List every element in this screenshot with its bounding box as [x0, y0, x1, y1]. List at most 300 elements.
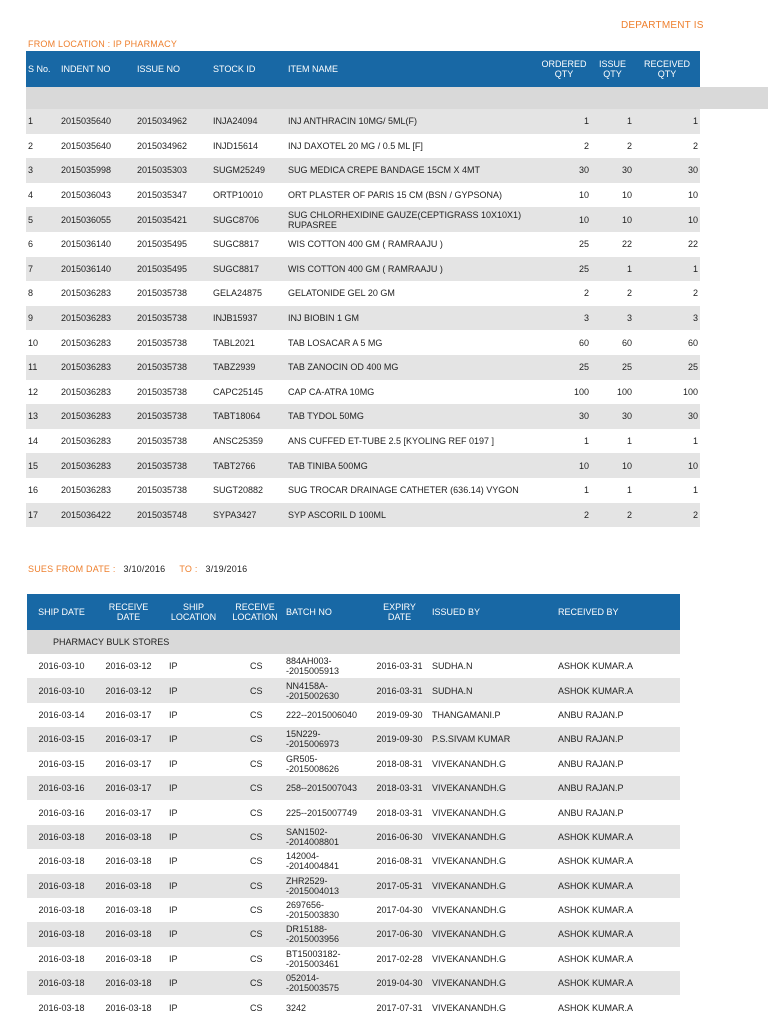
cell-received-qty: 1	[634, 109, 700, 134]
shipment-table-row	[27, 971, 680, 995]
cell-item-name: SUG TROCAR DRAINAGE CATHETER (636.14) VYGON	[286, 478, 525, 503]
cell-item-name: CAP CA-ATRA 10MG	[286, 380, 525, 405]
cell-issue-qty: 2	[591, 134, 634, 159]
cell-item-name: SUG CHLORHEXIDINE GAUZE(CEPTIGRASS 10X10X1) RUPASREE	[286, 207, 525, 232]
cell-expiry-date: 2018-03-31	[369, 776, 430, 800]
cell-ordered-qty: 1	[525, 109, 591, 134]
shipment-table-row	[27, 947, 680, 971]
shipment-table-row	[27, 825, 680, 849]
cell-issue-no: 2015035495	[135, 232, 211, 257]
cell-received-qty: 1	[634, 478, 700, 503]
indent-table-row	[26, 257, 700, 282]
cell-receive-location: CS	[226, 922, 284, 946]
cell-issue-no: 2015035421	[135, 207, 211, 232]
cell-ship-location: IP	[161, 752, 226, 776]
cell-issued-by: VIVEKANANDH.G	[430, 922, 556, 946]
col-header-expiry-date	[369, 594, 430, 630]
cell-item-name: GELATONIDE GEL 20 GM	[286, 281, 525, 306]
cell-receive-location: CS	[226, 654, 284, 678]
shipment-table-header	[27, 594, 680, 630]
col-header-expiry-date-text: EXPIRY DATE	[383, 602, 416, 622]
cell-received-by: ASHOK KUMAR.A	[556, 898, 680, 922]
cell-issue-qty: 2	[591, 281, 634, 306]
indent-table-row	[26, 355, 700, 380]
cell-expiry-date: 2017-06-30	[369, 922, 430, 946]
indent-table-row	[26, 158, 700, 183]
cell-received-by: ASHOK KUMAR.A	[556, 874, 680, 898]
col-header-issue-qty-text: ISSUE QTY	[598, 59, 626, 79]
cell-s-no: 1	[26, 109, 59, 134]
indent-table-spacer	[26, 87, 700, 109]
cell-batch-no: 884AH003--2015005913	[284, 654, 369, 678]
shipment-table-row	[27, 898, 680, 922]
cell-received-by: ANBU RAJAN.P	[556, 703, 680, 727]
cell-s-no: 11	[26, 355, 59, 380]
cell-stock-id: INJA24094	[211, 109, 286, 134]
cell-batch-no: 3242	[284, 995, 369, 1019]
shipment-table-row	[27, 995, 680, 1019]
cell-stock-id: TABT18064	[211, 404, 286, 429]
cell-item-name: TAB TYDOL 50MG	[286, 404, 525, 429]
cell-receive-date: 2016-03-18	[96, 849, 161, 873]
cell-indent-no: 2015036283	[59, 281, 135, 306]
col-header-ordered-qty	[525, 51, 591, 87]
cell-item-name: TAB TINIBA 500MG	[286, 453, 525, 478]
indent-table-header	[26, 51, 700, 87]
cell-stock-id: SYPA3427	[211, 503, 286, 528]
shipment-table-row	[27, 727, 680, 751]
cell-received-by: ANBU RAJAN.P	[556, 752, 680, 776]
cell-ship-date: 2016-03-18	[27, 922, 96, 946]
cell-issue-qty: 10	[591, 183, 634, 208]
cell-receive-date: 2016-03-17	[96, 727, 161, 751]
indent-table-row	[26, 380, 700, 405]
issues-date-range	[28, 564, 247, 574]
cell-ship-date: 2016-03-16	[27, 776, 96, 800]
cell-received-by: ASHOK KUMAR.A	[556, 825, 680, 849]
cell-ordered-qty: 10	[525, 453, 591, 478]
cell-received-by: ASHOK KUMAR.A	[556, 995, 680, 1019]
cell-ship-date: 2016-03-10	[27, 654, 96, 678]
cell-ordered-qty: 30	[525, 158, 591, 183]
cell-received-qty: 30	[634, 158, 700, 183]
col-header-issue-no: ISSUE NO	[135, 51, 211, 87]
cell-indent-no: 2015036283	[59, 429, 135, 454]
indent-table-row	[26, 404, 700, 429]
cell-receive-date: 2016-03-18	[96, 874, 161, 898]
cell-expiry-date: 2018-03-31	[369, 800, 430, 824]
cell-batch-no: 15N229--2015006973	[284, 727, 369, 751]
cell-batch-no: 222--2015006040	[284, 703, 369, 727]
cell-issued-by: VIVEKANANDH.G	[430, 971, 556, 995]
cell-receive-location: CS	[226, 825, 284, 849]
cell-received-qty: 2	[634, 134, 700, 159]
col-header-receive-location-text: RECEIVE LOCATION	[232, 602, 278, 622]
cell-ordered-qty: 60	[525, 330, 591, 355]
cell-item-name: WIS COTTON 400 GM ( RAMRAAJU )	[286, 232, 525, 257]
cell-ship-date: 2016-03-15	[27, 752, 96, 776]
cell-stock-id: SUGC8817	[211, 232, 286, 257]
cell-ship-location: IP	[161, 922, 226, 946]
shipment-table-row	[27, 874, 680, 898]
col-header-receive-date-text: RECEIVE DATE	[108, 602, 149, 622]
cell-ship-date: 2016-03-18	[27, 825, 96, 849]
cell-batch-no: ZHR2529--2015004013	[284, 874, 369, 898]
cell-issue-qty: 1	[591, 478, 634, 503]
indent-table-row	[26, 232, 700, 257]
cell-receive-location: CS	[226, 947, 284, 971]
cell-expiry-date: 2016-03-31	[369, 678, 430, 702]
col-header-issued-by: ISSUED BY	[430, 594, 556, 630]
cell-issued-by: VIVEKANANDH.G	[430, 995, 556, 1019]
col-header-receive-date	[96, 594, 161, 630]
cell-receive-location: CS	[226, 703, 284, 727]
cell-issue-qty: 1	[591, 257, 634, 282]
cell-ship-location: IP	[161, 703, 226, 727]
cell-received-by: ASHOK KUMAR.A	[556, 971, 680, 995]
cell-item-name: ORT PLASTER OF PARIS 15 CM (BSN / GYPSONA)	[286, 183, 525, 208]
cell-ship-date: 2016-03-18	[27, 995, 96, 1019]
indent-table	[26, 51, 700, 527]
cell-item-name: INJ ANTHRACIN 10MG/ 5ML(F)	[286, 109, 525, 134]
cell-issue-no: 2015034962	[135, 134, 211, 159]
cell-stock-id: INJB15937	[211, 306, 286, 331]
cell-expiry-date: 2017-07-31	[369, 995, 430, 1019]
indent-table-row	[26, 281, 700, 306]
cell-batch-no: BT15003182--2015003461	[284, 947, 369, 971]
cell-issue-qty: 1	[591, 429, 634, 454]
cell-issue-no: 2015035347	[135, 183, 211, 208]
col-header-received-qty-text: RECEIVED QTY	[643, 59, 690, 79]
cell-expiry-date: 2017-04-30	[369, 898, 430, 922]
cell-item-name: SUG MEDICA CREPE BANDAGE 15CM X 4MT	[286, 158, 525, 183]
cell-expiry-date: 2019-09-30	[369, 703, 430, 727]
cell-issue-no: 2015035738	[135, 404, 211, 429]
cell-receive-date: 2016-03-17	[96, 752, 161, 776]
indent-table-row	[26, 429, 700, 454]
indent-table-row	[26, 109, 700, 134]
indent-table-row	[26, 330, 700, 355]
cell-stock-id: GELA24875	[211, 281, 286, 306]
cell-expiry-date: 2019-04-30	[369, 971, 430, 995]
cell-expiry-date: 2019-09-30	[369, 727, 430, 751]
cell-expiry-date: 2017-05-31	[369, 874, 430, 898]
cell-indent-no: 2015036283	[59, 380, 135, 405]
cell-issue-qty: 3	[591, 306, 634, 331]
cell-ship-date: 2016-03-15	[27, 727, 96, 751]
cell-item-name: TAB LOSACAR A 5 MG	[286, 330, 525, 355]
cell-receive-date: 2016-03-18	[96, 922, 161, 946]
cell-receive-date: 2016-03-17	[96, 776, 161, 800]
cell-issue-no: 2015035738	[135, 306, 211, 331]
cell-receive-date: 2016-03-18	[96, 825, 161, 849]
col-header-ordered-qty-text: ORDERED QTY	[541, 59, 587, 79]
issues-from-label: SUES FROM DATE :	[28, 564, 116, 574]
cell-received-by: ANBU RAJAN.P	[556, 800, 680, 824]
cell-issued-by: VIVEKANANDH.G	[430, 800, 556, 824]
cell-s-no: 5	[26, 207, 59, 232]
cell-ship-location: IP	[161, 800, 226, 824]
cell-receive-location: CS	[226, 898, 284, 922]
cell-indent-no: 2015035640	[59, 134, 135, 159]
cell-issue-qty: 10	[591, 453, 634, 478]
indent-table-row	[26, 183, 700, 208]
cell-indent-no: 2015036043	[59, 183, 135, 208]
cell-indent-no: 2015036283	[59, 306, 135, 331]
cell-ordered-qty: 2	[525, 503, 591, 528]
cell-received-qty: 10	[634, 453, 700, 478]
cell-stock-id: TABT2766	[211, 453, 286, 478]
cell-indent-no: 2015036283	[59, 453, 135, 478]
col-header-ship-location	[161, 594, 226, 630]
cell-received-qty: 60	[634, 330, 700, 355]
cell-receive-location: CS	[226, 874, 284, 898]
cell-indent-no: 2015036055	[59, 207, 135, 232]
cell-ordered-qty: 10	[525, 183, 591, 208]
cell-stock-id: CAPC25145	[211, 380, 286, 405]
issues-from-value: 3/10/2016	[123, 564, 166, 574]
cell-batch-no: 142004--2014004841	[284, 849, 369, 873]
col-header-batch-no: BATCH NO	[284, 594, 369, 630]
cell-s-no: 12	[26, 380, 59, 405]
cell-issued-by: VIVEKANANDH.G	[430, 874, 556, 898]
cell-issue-qty: 25	[591, 355, 634, 380]
cell-item-name: TAB ZANOCIN OD 400 MG	[286, 355, 525, 380]
cell-ship-date: 2016-03-18	[27, 947, 96, 971]
cell-batch-no: SAN1502--2014008801	[284, 825, 369, 849]
cell-receive-location: CS	[226, 678, 284, 702]
cell-issued-by: SUDHA.N	[430, 678, 556, 702]
cell-issue-qty: 60	[591, 330, 634, 355]
cell-batch-no: DR15188--2015003956	[284, 922, 369, 946]
cell-received-qty: 22	[634, 232, 700, 257]
cell-stock-id: SUGM25249	[211, 158, 286, 183]
shipment-table-row	[27, 800, 680, 824]
cell-received-qty: 10	[634, 207, 700, 232]
group-row-pharmacy-bulk-stores	[27, 630, 680, 654]
cell-s-no: 13	[26, 404, 59, 429]
indent-table-row	[26, 306, 700, 331]
cell-ship-location: IP	[161, 874, 226, 898]
cell-received-qty: 1	[634, 257, 700, 282]
cell-ship-date: 2016-03-18	[27, 874, 96, 898]
shipment-table-row	[27, 849, 680, 873]
indent-table-row	[26, 134, 700, 159]
cell-issue-qty: 10	[591, 207, 634, 232]
cell-issued-by: THANGAMANI.P	[430, 703, 556, 727]
cell-receive-location: CS	[226, 971, 284, 995]
cell-receive-date: 2016-03-12	[96, 678, 161, 702]
cell-receive-location: CS	[226, 752, 284, 776]
shipment-table-row	[27, 776, 680, 800]
cell-stock-id: TABL2021	[211, 330, 286, 355]
cell-issue-qty: 2	[591, 503, 634, 528]
cell-batch-no: 258--2015007043	[284, 776, 369, 800]
from-location-label: FROM LOCATION : IP PHARMACY	[28, 39, 178, 49]
cell-ordered-qty: 10	[525, 207, 591, 232]
cell-indent-no: 2015036283	[59, 330, 135, 355]
cell-issue-no: 2015035738	[135, 453, 211, 478]
cell-issue-qty: 30	[591, 404, 634, 429]
cell-s-no: 10	[26, 330, 59, 355]
col-header-s-no: S No.	[26, 51, 59, 87]
cell-s-no: 6	[26, 232, 59, 257]
cell-received-by: ANBU RAJAN.P	[556, 727, 680, 751]
cell-item-name: INJ DAXOTEL 20 MG / 0.5 ML [F]	[286, 134, 525, 159]
cell-s-no: 2	[26, 134, 59, 159]
cell-issued-by: VIVEKANANDH.G	[430, 947, 556, 971]
col-header-issue-qty	[591, 51, 634, 87]
cell-receive-date: 2016-03-18	[96, 995, 161, 1019]
cell-issue-qty: 22	[591, 232, 634, 257]
cell-received-by: ASHOK KUMAR.A	[556, 678, 680, 702]
issues-to-label: TO :	[179, 564, 198, 574]
cell-ship-location: IP	[161, 947, 226, 971]
cell-s-no: 7	[26, 257, 59, 282]
cell-indent-no: 2015035640	[59, 109, 135, 134]
cell-s-no: 14	[26, 429, 59, 454]
cell-received-qty: 10	[634, 183, 700, 208]
cell-s-no: 4	[26, 183, 59, 208]
cell-expiry-date: 2016-06-30	[369, 825, 430, 849]
cell-batch-no: GR505--2015008626	[284, 752, 369, 776]
cell-indent-no: 2015036283	[59, 355, 135, 380]
gray-band-extension	[700, 87, 768, 109]
col-header-item-name: ITEM NAME	[286, 51, 525, 87]
cell-ship-date: 2016-03-14	[27, 703, 96, 727]
shipment-table-row	[27, 703, 680, 727]
cell-issue-qty: 1	[591, 109, 634, 134]
cell-item-name: INJ BIOBIN 1 GM	[286, 306, 525, 331]
cell-receive-location: CS	[226, 727, 284, 751]
cell-received-qty: 3	[634, 306, 700, 331]
cell-item-name: SYP ASCORIL D 100ML	[286, 503, 525, 528]
cell-indent-no: 2015036140	[59, 257, 135, 282]
indent-table-row	[26, 453, 700, 478]
cell-ship-location: IP	[161, 825, 226, 849]
cell-stock-id: TABZ2939	[211, 355, 286, 380]
cell-ordered-qty: 25	[525, 257, 591, 282]
cell-received-by: ANBU RAJAN.P	[556, 776, 680, 800]
col-header-receive-location	[226, 594, 284, 630]
cell-ship-location: IP	[161, 971, 226, 995]
indent-table-row	[26, 503, 700, 528]
cell-ship-date: 2016-03-18	[27, 849, 96, 873]
cell-receive-date: 2016-03-17	[96, 800, 161, 824]
cell-ship-location: IP	[161, 995, 226, 1019]
cell-s-no: 3	[26, 158, 59, 183]
cell-ordered-qty: 1	[525, 478, 591, 503]
cell-stock-id: SUGT20882	[211, 478, 286, 503]
shipment-table	[27, 594, 680, 1020]
cell-stock-id: ORTP10010	[211, 183, 286, 208]
cell-ship-location: IP	[161, 898, 226, 922]
cell-issued-by: P.S.SIVAM KUMAR	[430, 727, 556, 751]
cell-receive-date: 2016-03-18	[96, 898, 161, 922]
cell-ship-location: IP	[161, 849, 226, 873]
cell-issued-by: VIVEKANANDH.G	[430, 825, 556, 849]
cell-ship-location: IP	[161, 678, 226, 702]
cell-received-qty: 2	[634, 503, 700, 528]
cell-issue-no: 2015035738	[135, 355, 211, 380]
cell-ship-location: IP	[161, 776, 226, 800]
cell-ordered-qty: 2	[525, 134, 591, 159]
cell-stock-id: SUGC8706	[211, 207, 286, 232]
cell-batch-no: 225--2015007749	[284, 800, 369, 824]
cell-ordered-qty: 100	[525, 380, 591, 405]
cell-s-no: 9	[26, 306, 59, 331]
cell-issue-no: 2015034962	[135, 109, 211, 134]
cell-expiry-date: 2018-08-31	[369, 752, 430, 776]
cell-issue-no: 2015035738	[135, 281, 211, 306]
col-header-received-by: RECEIVED BY	[556, 594, 680, 630]
cell-received-by: ASHOK KUMAR.A	[556, 922, 680, 946]
cell-indent-no: 2015036283	[59, 404, 135, 429]
col-header-ship-date: SHIP DATE	[27, 594, 96, 630]
cell-receive-date: 2016-03-18	[96, 971, 161, 995]
col-header-received-qty	[634, 51, 700, 87]
cell-ordered-qty: 1	[525, 429, 591, 454]
cell-issued-by: VIVEKANANDH.G	[430, 898, 556, 922]
cell-receive-date: 2016-03-12	[96, 654, 161, 678]
cell-issue-no: 2015035738	[135, 330, 211, 355]
cell-received-qty: 30	[634, 404, 700, 429]
cell-receive-location: CS	[226, 800, 284, 824]
cell-indent-no: 2015035998	[59, 158, 135, 183]
cell-item-name: ANS CUFFED ET-TUBE 2.5 [KYOLING REF 0197 ]	[286, 429, 525, 454]
shipment-table-row	[27, 654, 680, 678]
cell-receive-date: 2016-03-18	[96, 947, 161, 971]
cell-issue-qty: 30	[591, 158, 634, 183]
cell-received-qty: 25	[634, 355, 700, 380]
cell-ordered-qty: 30	[525, 404, 591, 429]
cell-issued-by: SUDHA.N	[430, 654, 556, 678]
shipment-table-row	[27, 922, 680, 946]
cell-s-no: 16	[26, 478, 59, 503]
cell-received-qty: 1	[634, 429, 700, 454]
cell-issue-no: 2015035738	[135, 478, 211, 503]
cell-issued-by: VIVEKANANDH.G	[430, 776, 556, 800]
cell-stock-id: ANSC25359	[211, 429, 286, 454]
issues-to-value: 3/19/2016	[205, 564, 248, 574]
cell-issue-no: 2015035303	[135, 158, 211, 183]
cell-indent-no: 2015036283	[59, 478, 135, 503]
cell-indent-no: 2015036140	[59, 232, 135, 257]
cell-s-no: 15	[26, 453, 59, 478]
cell-issue-no: 2015035495	[135, 257, 211, 282]
cell-expiry-date: 2016-03-31	[369, 654, 430, 678]
cell-ship-date: 2016-03-16	[27, 800, 96, 824]
cell-issue-no: 2015035738	[135, 429, 211, 454]
shipment-table-row	[27, 752, 680, 776]
cell-received-qty: 100	[634, 380, 700, 405]
cell-batch-no: 2697656--2015003830	[284, 898, 369, 922]
cell-batch-no: NN4158A--2015002630	[284, 678, 369, 702]
cell-issue-no: 2015035748	[135, 503, 211, 528]
cell-receive-location: CS	[226, 995, 284, 1019]
cell-issue-qty: 100	[591, 380, 634, 405]
cell-received-qty: 2	[634, 281, 700, 306]
cell-received-by: ASHOK KUMAR.A	[556, 654, 680, 678]
cell-receive-date: 2016-03-17	[96, 703, 161, 727]
cell-expiry-date: 2016-08-31	[369, 849, 430, 873]
cell-ship-date: 2016-03-18	[27, 898, 96, 922]
cell-issued-by: VIVEKANANDH.G	[430, 849, 556, 873]
cell-stock-id: SUGC8817	[211, 257, 286, 282]
cell-issue-no: 2015035738	[135, 380, 211, 405]
cell-ship-location: IP	[161, 654, 226, 678]
cell-ordered-qty: 25	[525, 232, 591, 257]
